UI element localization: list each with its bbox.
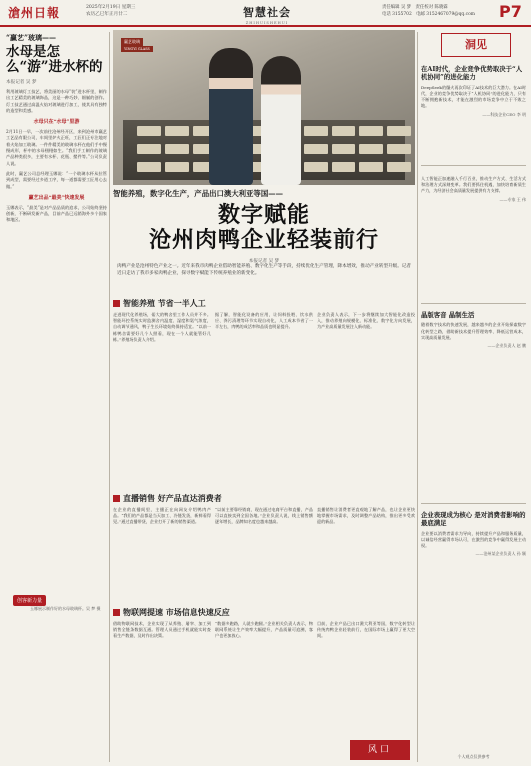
left-paragraph: 2月11日一早，一次前往沧州经开区，来到沧州市赢艺工艺品有限公司，车间里炉火正旺，工匠们正专注地对着火焰加工玻璃。一件件精美的玻璃水杯在他们手中慢慢成形，杯中的水母栩栩如生。“我们手工制作的玻璃产品种类很多，主要有水杯、花瓶、摆件等。”公司负责人说。 [6, 129, 107, 166]
text-column: “数据多跑路，人就少跑腿。”企业相关负责人表示，物联网系统让生产效率大幅提升，产品质量可追溯，客户也更加放心。 [215, 621, 313, 639]
section-name-en: ZHIHUISHEHUI [245, 21, 289, 25]
person-figure [261, 56, 301, 185]
section-heading-text: 物联网提速 市场信息快速反应 [123, 606, 230, 617]
left-subhead: 赢艺出品“最美”快速发展 [28, 194, 85, 201]
section-body [113, 621, 415, 735]
left-paragraph: 玉娜表示，“最美”是对产品品质的追求，公司始终坚持创新，不断研发新产品，目前产品已远销海外多个国家和地区。 [6, 204, 107, 223]
text-column: 走进现代化养殖场，偌大的鸭舍里工作人员并不多。智能环控系统实时监测舍内温度、湿度和氨气浓度，自动调节通风，鸭子生长环境始终保持适宜。“以前一栋鸭舍需要好几个人照看，现在一个人就能管好几栋。”养殖场负责人介绍。 [113, 312, 211, 342]
photo-credit: 玉娜展示制作好的水母玻璃杯。吴 梦 摄 [30, 606, 101, 611]
divider [421, 165, 526, 166]
feature-lead: 肉鸭产业是沧州特色产业之一。近年来我市肉鸭企业借助智能养殖、数字化生产等手段，持续优化生产管理，降本增效，推动产业转型升级。记者近日走访了我市多家肉鸭企业，探寻数字赋能下传统养殖业的新变化。 [117, 264, 412, 277]
column-divider [109, 32, 110, 762]
section-body [113, 507, 415, 603]
main-feature [113, 30, 415, 764]
section-heading-text: 直播销售 好产品直达消费者 [123, 492, 222, 503]
text-column: 企业负责人表示，下一步将继续加大智能化改造投入，推动养殖向规模化、标准化、数字化方向发展，为产业高质量发展注入新动能。 [317, 312, 415, 330]
quote-credit: ——沧州某企业负责人 孙 颖 [475, 551, 526, 557]
feature-kicker: 智能养殖，数字化生产，产品出口澳大利亚等国—— [113, 189, 283, 198]
date-gregorian: 2025年2月19日 星期三 [86, 5, 136, 10]
date-lunar: 农历乙巳年正月廿二 [86, 12, 128, 17]
left-article [6, 33, 107, 761]
column-logo: 创客新力量 [13, 595, 46, 606]
quote-text: 企业要以消费者需求为导向，持续提升产品和服务质量，以诚信经营赢得市场认可，在激烈的竞争中赢得发展主动权。 [421, 530, 526, 549]
quote-text: 随着数字技术的快速发展，越来越多的企业开始探索数字化转型之路，借助新技术提升管理效率、降低运营成本，实现高质量发展。 [421, 322, 526, 340]
feature-headline-block [113, 188, 415, 264]
section-heading [113, 493, 222, 503]
quote-text: DeepSeek的爆火再次印证了AI技术的巨大潜力。在AI时代，企业的竞争优势取决于“人机协同”的进化能力，只有不断拥抱新技术，才能在激烈的市场竞争中立于不败之地。 [421, 84, 526, 109]
feature-byline: 本报记者 吴 梦 [248, 259, 280, 264]
section-marker-icon [113, 300, 120, 307]
section-marker-icon [113, 495, 120, 502]
section-body [113, 312, 415, 490]
newspaper-logo: 滄州日報 [8, 6, 61, 20]
left-subhead: 水母只在“水母”里游 [33, 119, 80, 126]
disclaimer: 个人观点仅供参考 [457, 754, 490, 759]
quote-credit: ——专家 王 伟 [499, 196, 526, 202]
quote-credit: ——科技企业CEO 李 明 [482, 111, 526, 117]
left-kicker: “赢艺”玻璃—— [6, 33, 57, 42]
feature-headline-2: 沧州肉鸭企业轻装前行 [148, 227, 379, 253]
text-column: 借助物联网技术，企业实现了从养殖、屠宰、加工到销售全链条数据互通。管理人员通过手机就能实时查看生产数据，及时作出决策。 [113, 621, 211, 639]
quote-text: 人工智能正加速融入千行百业，推动生产方式、生活方式和治理方式深刻变革。我们要抓住机遇，加快培育新质生产力，为经济社会高质量发展提供有力支撑。 [421, 176, 526, 194]
quote-title: 企业表现成为核心 是对消费者影响的最底满足 [421, 511, 526, 528]
insight-box-title: 洞见 [441, 33, 511, 57]
person-figure [209, 48, 253, 185]
left-paragraph: 利用玻璃灯工技艺，将美丽的水母“装”进水杯里，制作出工艺精美的玻璃饰品，这是一种巧妙、细腻的创作。灯工技艺通过高温火焰对玻璃进行加工，使其具有独特的造型和美感。 [6, 89, 107, 113]
shop-sign: 赢艺玻璃 [121, 38, 143, 46]
text-column: 在企业的直播间里，主播正在向网友介绍鸭肉产品。“我们的产品都是当天加工、冷链发货，新鲜看得见。”通过直播带货，企业打开了新的销售渠道。 [113, 507, 211, 525]
masthead [0, 0, 531, 27]
left-headline: 水母是怎么“游”进水杯的 [6, 44, 103, 75]
issue-date [86, 4, 166, 18]
section-name: 智慧社会 [243, 6, 291, 19]
quote-item [421, 311, 526, 349]
section-heading-text: 智能养殖 节省一半人工 [123, 297, 206, 308]
text-column: “以前主要靠经销商，现在通过电商平台和直播，产品可以直接卖到全国各地。”企业负责人说，线上销售额逐年增长，品牌知名度也越来越高。 [215, 507, 313, 525]
feature-headline: 数字赋能 [217, 202, 310, 228]
left-paragraph: 此时，赢艺公司总经理玉娜说：“一个玻璃水杯从拉管到成型，需要经过多道工序，每一道都需要工匠用心去做。” [6, 170, 107, 189]
divider [421, 303, 526, 304]
left-byline: 本报记者 吴 梦 [6, 80, 37, 85]
text-column: 直播销售让消费者更直观地了解产品，也让企业更快地掌握市场需求，及时调整产品结构，推出更多受欢迎的新品。 [317, 507, 415, 525]
quote-title: 在AI时代，企业竞争优势取决于“人机协同”的进化能力 [421, 65, 523, 82]
editors-line: 责任编辑 吴 梦 责任校对 陈晓霖 [382, 5, 448, 10]
quote-credit: ——企业负责人 赵 鹏 [487, 343, 526, 349]
quote-title: 晶版客音 晶制生活 [421, 311, 475, 319]
text-column: 据了解，智能化设备的应用，让饲料投喂、饮水供应、粪污清理等环节实现自动化，人工成本节省了一半左右，肉鸭的成活率和品质也明显提升。 [215, 312, 313, 330]
page-number: P7 [499, 2, 522, 21]
column-logo-fengkou: 风口 [350, 740, 410, 760]
quote-item [421, 65, 526, 118]
text-column: 目前，企业产品已出口澳大利亚等国，数字化转型让传统肉鸭企业轻装前行，在国际市场上赢得了更大空间。 [317, 621, 415, 639]
section-marker-icon [113, 609, 120, 616]
feature-photo [113, 30, 415, 185]
section-heading [113, 607, 230, 617]
contact-line: 电话 3155702 电邮 3152467079@qq.com [382, 12, 475, 17]
section-title [232, 4, 302, 25]
shop-sign-en: YINGYI GLASS [121, 46, 153, 52]
section-heading [113, 298, 206, 308]
quote-item [421, 511, 526, 557]
editor-info [382, 4, 500, 18]
right-column [421, 33, 526, 761]
quote-item [421, 173, 526, 203]
column-divider [417, 32, 418, 762]
divider [421, 503, 526, 504]
